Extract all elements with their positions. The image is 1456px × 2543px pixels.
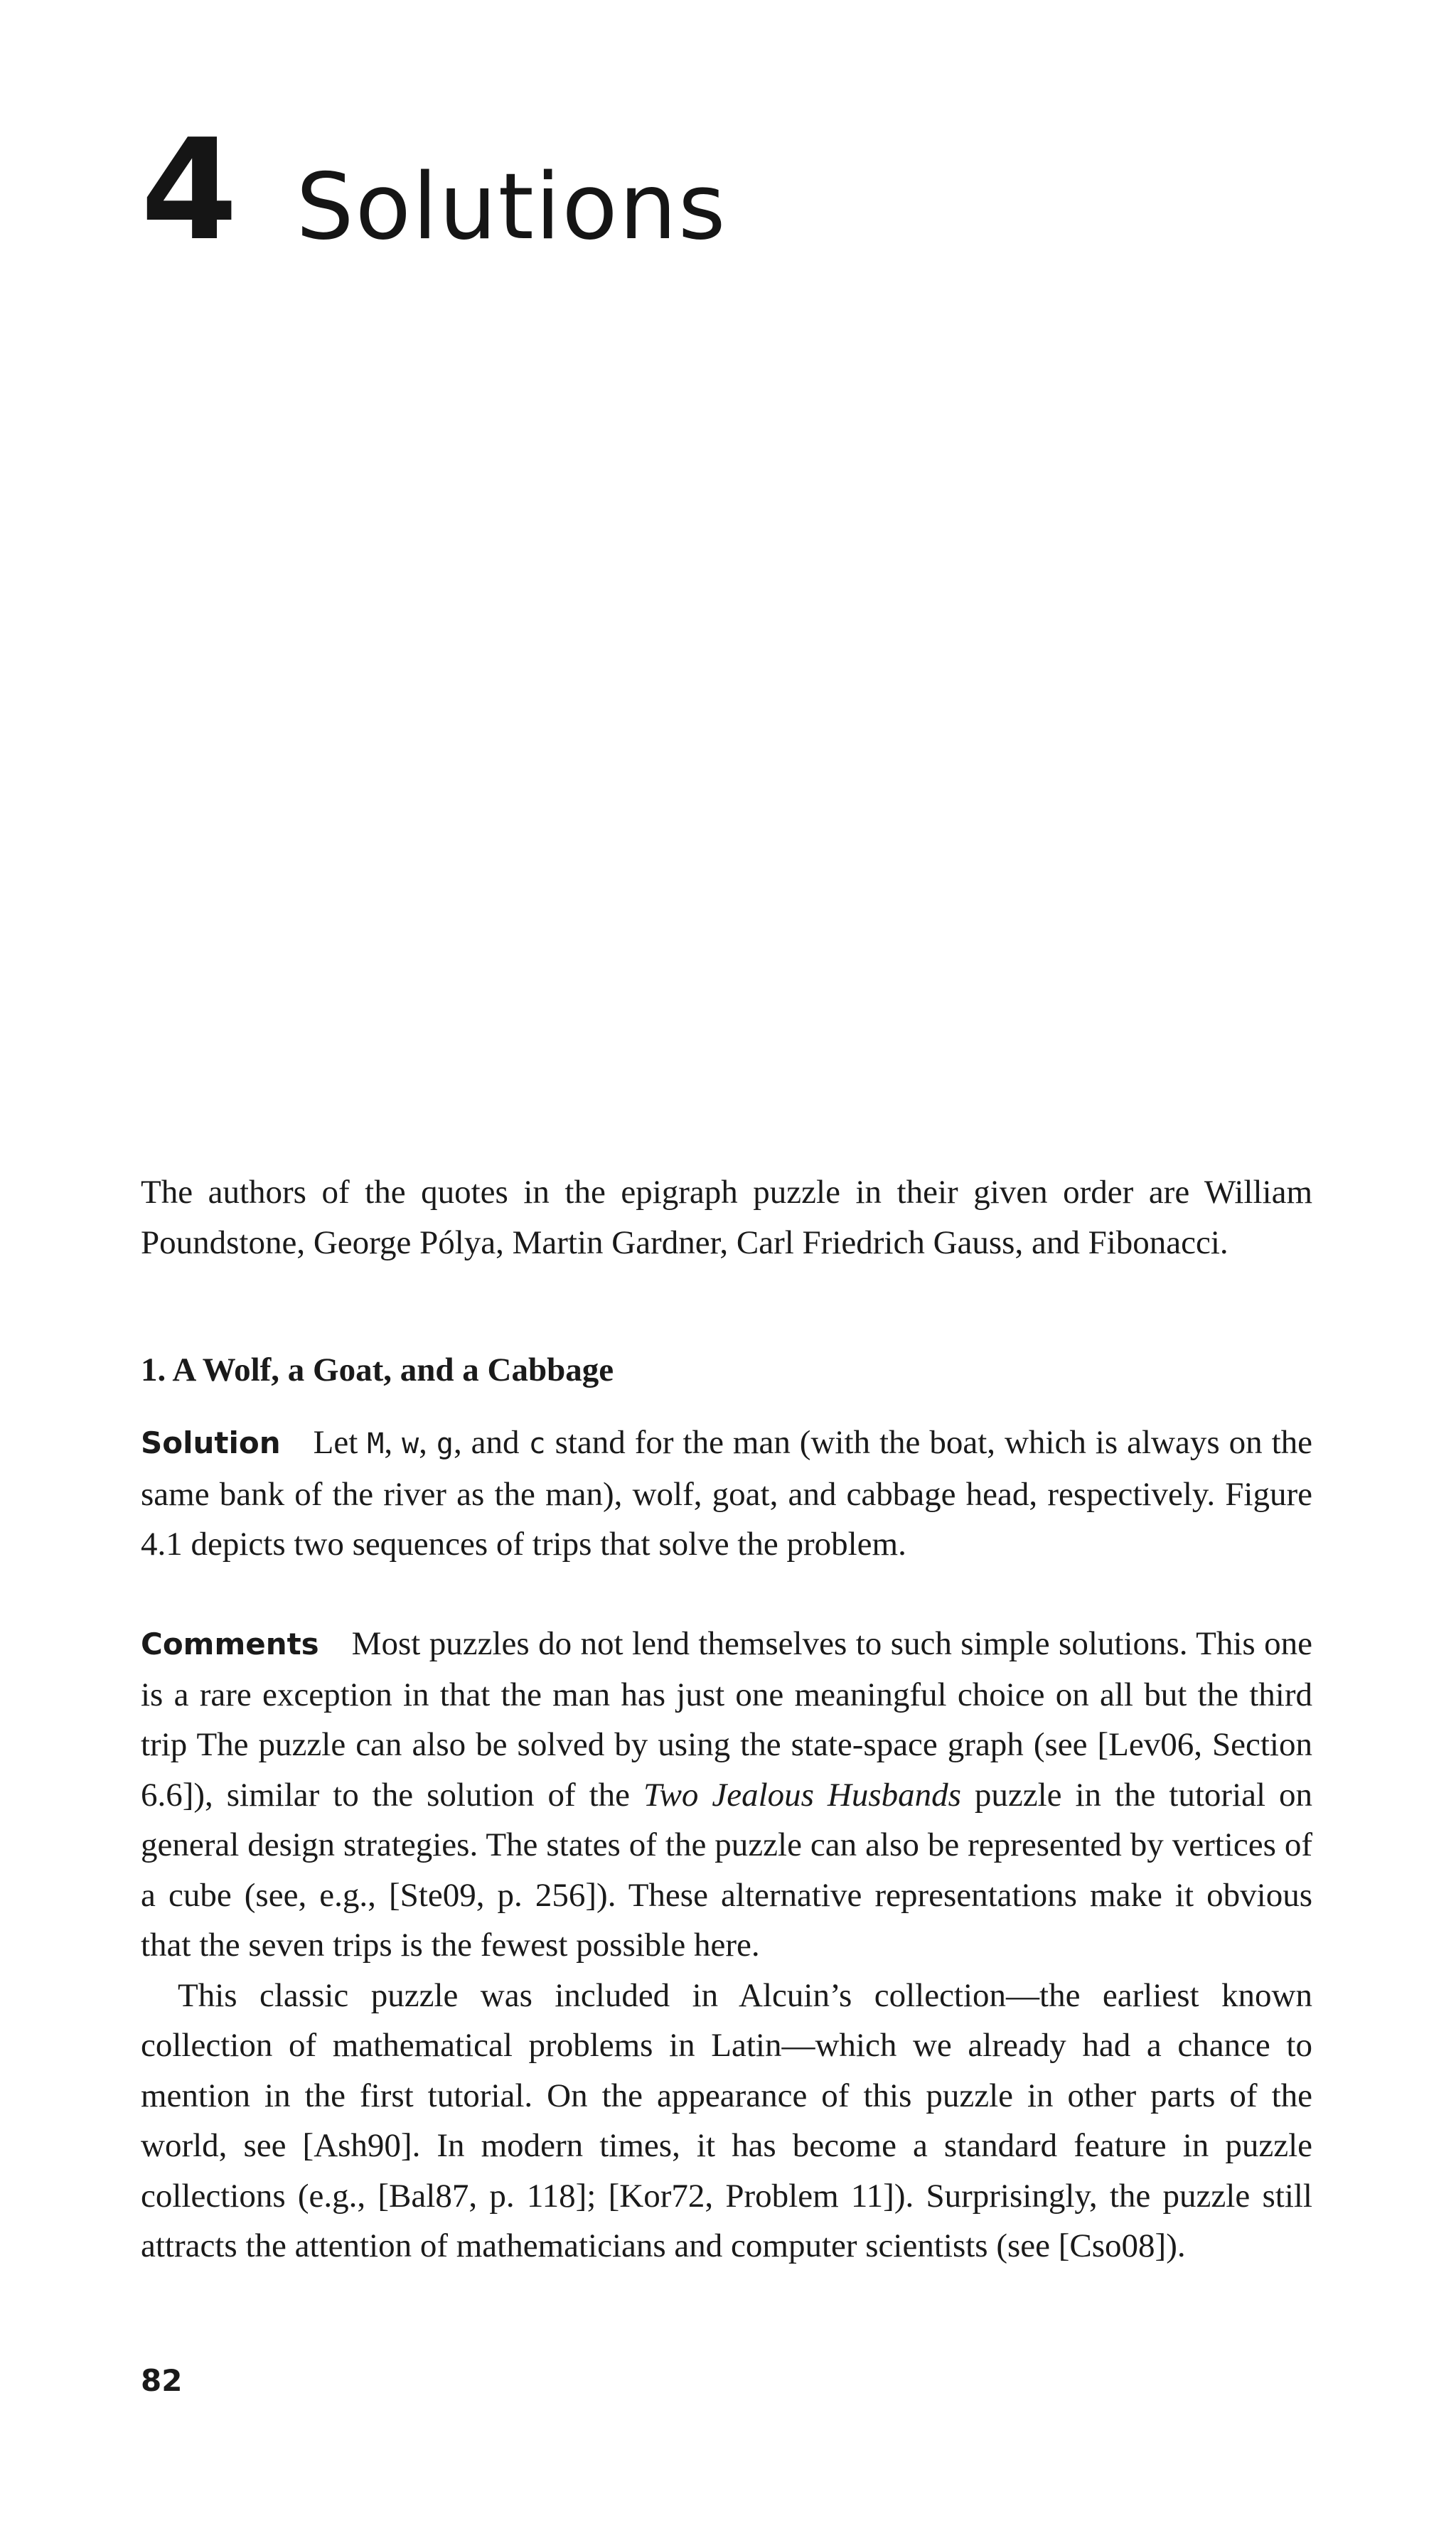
solution-text-5: stand for the man (with the boat, which is always on the same bank of the river as the man), wolf, goat, and cabbage head, respectively. Figure 4.1 depicts two sequences of trips that solve the problem. [141, 1424, 1312, 1563]
solution-text-4: , and [453, 1424, 529, 1461]
intro-paragraph-block [141, 1167, 1312, 1268]
symbol-goat: g [436, 1428, 454, 1460]
comments-paragraph-2: This classic puzzle was included in Alcuin’s collection—the earliest known collection of mathematical problems in Latin—which we already had a chance to mention in the first tutorial. On the appearance of this puzzle in other parts of the world, see [Ash90]. In modern times, it has become a standard feature in puzzle collections (e.g., [Bal87, p. 118]; [Kor72, Problem 11]). Surprisingly, the puzzle still attracts the attention of mathematicians and computer scientists (see [Cso08]). [141, 1976, 1312, 2264]
chapter-heading [141, 109, 727, 272]
solution-block [141, 1418, 1312, 1570]
comments-label: Comments [141, 1627, 319, 1661]
solution-text-3: , [419, 1424, 437, 1461]
solution-paragraph [141, 1418, 1312, 1570]
symbol-man: M [367, 1428, 385, 1460]
symbol-cabbage: c [528, 1428, 546, 1460]
page-number: 82 [141, 2363, 183, 2398]
chapter-number: 4 [141, 109, 238, 272]
comments-paragraph-1 [141, 1619, 1312, 1971]
solution-label: Solution [141, 1425, 281, 1460]
intro-paragraph: The authors of the quotes in the epigraph puzzle in their given order are William Poundstone, George Pólya, Martin Gardner, Carl Friedrich Gauss, and Fibonacci. [141, 1174, 1312, 1261]
solution-text-1: Let [313, 1424, 368, 1461]
comments-text-1a: Most puzzles do not lend themselves to such simple solutions. This one is a rare exception in that the man has just one meaningful choice on all but the third trip The puzzle can also be solved by using the state-space graph (see [Lev06, Section 6.6]), similar to the solution of the [141, 1625, 1312, 1814]
section-heading: 1. A Wolf, a Goat, and a Cabbage [141, 1351, 614, 1388]
solution-text-2: , [384, 1424, 402, 1461]
chapter-title: Solutions [296, 154, 727, 260]
puzzle-name-italic: Two Jealous Husbands [643, 1776, 961, 1814]
symbol-wolf: w [402, 1428, 419, 1460]
comments-block [141, 1619, 1312, 2271]
comments-text-1b: puzzle in the tutorial on general design strategies. The states of the puzzle can also be represented by vertices of a cube (see, e.g., [Ste09, p. 256]). These alternative representations make it obvious that the seven trips is the fewest possible here. [141, 1776, 1312, 1964]
